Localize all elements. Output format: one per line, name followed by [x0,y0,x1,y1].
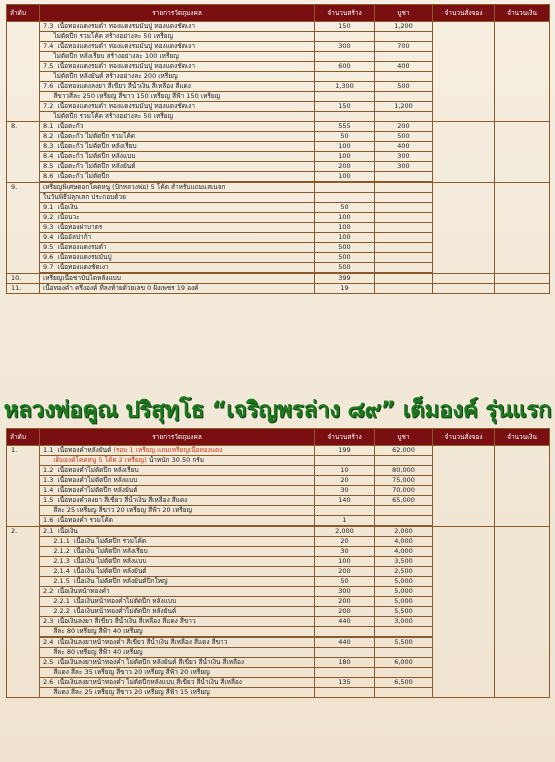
qty-cell [315,506,375,516]
table-row [7,284,550,294]
item-description [40,486,315,496]
qty-cell: 2,000 [315,527,375,537]
price-cell: 5,500 [375,607,433,617]
price-cell: 500 [375,132,433,142]
table-row [7,122,550,132]
qty-cell [315,72,375,82]
qty-cell: 30 [315,547,375,557]
qty-cell: 140 [315,496,375,506]
header-col-qty: จำนวนสร้าง [315,5,375,22]
item-description [40,466,315,476]
price-cell: 70,000 [375,486,433,496]
row-number: 1. [7,446,40,527]
booking-cell[interactable] [433,446,495,527]
item-text: 9.4 เนื้ออัลปาก้า [43,233,92,241]
header-col-price: บูชา [375,5,433,22]
item-text: 8.4 เนื้อตะกั่ว ไม่ตัดปีก หลังแบบ [43,152,136,160]
item-text: 2.2.2 เนื้อเงินหน้าทองคำไม่ตัดปีก หลังยันต์ [43,607,177,615]
price-cell [375,32,433,42]
item-text: 2.4 เนื้อเงินลงยาหน้าทองคำ สีเขียว สีน้ำเงิน สีเหลือง สีแดง สีขาว [43,638,228,646]
price-cell: 400 [375,62,433,72]
price-cell: 80,000 [375,466,433,476]
item-text: 2.1.3 เนื้อเงิน ไม่ตัดปีก หลังแบบ [43,557,147,565]
item-description [40,648,315,658]
header-col-money: จำนวนเงิน [495,429,550,446]
order-table-top [6,4,550,294]
item-text: 8.1 เนื้อตะกั่ว [43,122,84,130]
qty-cell: 555 [315,122,375,132]
item-note: (รอบ 1 เหรียญ แถมเหรียญเนื้อทองแดง [111,446,223,454]
qty-cell: 50 [315,203,375,213]
item-description [40,617,315,627]
item-text: 2.3 เนื้อเงินลงยา สีเขียว สีน้ำเงิน สีเหลือง สีแดง สีขาว [43,617,196,625]
item-description [40,132,315,142]
item-description [40,183,315,193]
price-cell [375,203,433,213]
booking-cell[interactable] [433,527,495,698]
qty-cell: 100 [315,142,375,152]
item-text: ไม่ตัดปีก หลังเรียบ สร้างอย่างละ 100 เหรียญ [43,52,179,60]
item-text: สีละ 80 เหรียญ สีฟ้า 40 เหรียญ [43,627,143,635]
header-col-no: ลำดับ [7,5,40,22]
price-cell [375,72,433,82]
booking-cell[interactable] [433,122,495,183]
qty-cell: 30 [315,486,375,496]
qty-cell: 600 [315,62,375,72]
table-header-row [7,5,550,22]
item-description [40,638,315,648]
table-row [7,527,550,537]
item-description [40,577,315,587]
qty-cell: 19 [315,284,375,294]
price-cell [375,284,433,294]
qty-cell [315,183,375,193]
price-cell [375,233,433,243]
price-cell: 6,500 [375,678,433,688]
row-number: 10. [7,274,40,284]
price-cell: 300 [375,162,433,172]
price-cell [375,172,433,182]
amount-cell[interactable] [495,446,550,527]
item-description [40,92,315,102]
qty-cell [315,52,375,62]
item-description [40,32,315,42]
item-text: 7.4 เนื้อทองแดงรมดำ ทองแดงรมมันปู ทองแดงชัดเงา [43,42,195,50]
item-note: เต็มองค์โคดหนู 5 โค้ด 2 เหรียญ) [43,456,147,464]
price-cell [375,253,433,263]
row-number: 8. [7,122,40,183]
header-col-item: รายการวัตถุมงคล [40,429,315,446]
item-description [40,496,315,506]
item-description [40,82,315,92]
item-description [40,112,315,122]
item-text: 2.2 เนื้อเงินหน้าทองคำ [43,587,110,595]
qty-cell: 500 [315,263,375,273]
item-description [40,527,315,537]
item-description [40,193,315,203]
header-col-book: จำนวนสั่งจอง [433,5,495,22]
item-description [40,223,315,233]
qty-cell [315,648,375,658]
item-text: 2.6 เนื้อเงินลงยาหน้าทองคำ ไม่ตัดปีกหลังแบบ สีเขียว สีน้ำเงิน สีเหลือง [43,678,242,686]
qty-cell: 10 [315,466,375,476]
price-cell [375,456,433,466]
price-cell: 4,000 [375,547,433,557]
price-cell [375,627,433,637]
price-cell: 300 [375,152,433,162]
qty-cell: 20 [315,537,375,547]
price-cell: 5,000 [375,577,433,587]
qty-cell: 300 [315,587,375,597]
item-text: สีขาวสีละ 250 เหรียญ สีขาว 150 เหรียญ สีฟ้า 150 เหรียญ [43,92,221,100]
qty-cell [315,112,375,122]
qty-cell [315,627,375,637]
item-description [40,243,315,253]
item-description [40,607,315,617]
booking-cell[interactable] [433,22,495,122]
qty-cell: 20 [315,476,375,486]
item-text: 7.2 เนื้อทองแดงรมดำ ทองแดงรมมันปู ทองแดงชัดเงา [43,102,195,110]
item-description [40,547,315,557]
qty-cell: 300 [315,42,375,52]
item-text: 1.1 เนื้อทองคำหลังยันต์ [43,446,112,454]
item-text: 2.1 เนื้อเงิน [43,527,78,535]
item-text: 9.2 เนื้อนวะ [43,213,80,221]
qty-cell: 150 [315,22,375,32]
qty-cell: 135 [315,678,375,688]
item-description [40,688,315,698]
item-description [40,668,315,678]
qty-cell: 100 [315,557,375,567]
price-cell [375,243,433,253]
header-col-money: จำนวนเงิน [495,5,550,22]
item-description [40,172,315,182]
header-col-price: บูชา [375,429,433,446]
item-description [40,446,315,456]
price-cell: 4,000 [375,537,433,547]
item-text: 2.1.2 เนื้อเงิน ไม่ตัดปีก หลังเรียบ [43,547,148,555]
price-cell: 65,000 [375,496,433,506]
price-cell: 1,200 [375,102,433,112]
header-col-no: ลำดับ [7,429,40,446]
row-number: 2. [7,527,40,698]
price-cell [375,112,433,122]
item-text: 1.2 เนื้อทองคำไม่ตัดปีก หลังเรียบ [43,466,139,474]
item-text: 2.2.1 เนื้อเงินหน้าทองคำไม่ตัดปีก หลังแบบ [43,597,177,605]
price-cell [375,274,433,284]
table-row [7,183,550,193]
booking-cell[interactable] [433,183,495,274]
qty-cell: 100 [315,152,375,162]
item-text: 1.6 เนื้อทองคำ รวมโค้ด [43,516,113,524]
qty-cell: 50 [315,577,375,587]
qty-cell: 100 [315,223,375,233]
item-description: เนื้อทองคำ ครึ่งองค์ ที่ลงท้ายด้วยเลข 0 ฝังเพชร 19 องค์ [40,284,315,294]
item-text: สีแดง สีละ 25 เหรียญ สีขาว 20 เหรียญ สีฟ้า 15 เหรียญ [43,688,210,696]
item-description [40,506,315,516]
item-description [40,233,315,243]
amount-cell[interactable] [495,274,550,284]
price-cell [375,183,433,193]
item-description [40,516,315,526]
item-description [40,162,315,172]
amount-cell[interactable] [495,284,550,294]
qty-cell: 500 [315,253,375,263]
item-description [40,203,315,213]
item-description [40,102,315,112]
price-cell [375,263,433,273]
qty-cell: 200 [315,567,375,577]
order-table-bottom [6,428,550,698]
item-description [40,22,315,32]
qty-cell [315,32,375,42]
item-description [40,678,315,688]
qty-cell: 50 [315,132,375,142]
item-text: เหรียญพิเศษดอกโคดหนู (ปักหลวงพ่อ) 5 โค้ด สำหรับแถมแสเนจก [43,183,226,191]
qty-cell: 150 [315,102,375,112]
item-description [40,658,315,668]
qty-cell: 440 [315,617,375,627]
price-cell: 62,000 [375,446,433,456]
item-text: สีแดง สีละ 35 เหรียญ สีขาว 20 เหรียญ สีฟ้า 20 เหรียญ [43,668,210,676]
item-text: 7.6 เนื้อทองแดงลงยา สีเขียว สีน้ำเงิน สีเหลือง สีแดง [43,82,191,90]
item-description [40,42,315,52]
price-cell [375,668,433,678]
header-col-item: รายการวัตถุมงคล [40,5,315,22]
table-header-row [7,429,550,446]
item-description [40,122,315,132]
banner-title: หลวงพ่อคูณ ปริสุทฺโธ “เจริญพรล่าง ๘๙” เต็มองค์ รุ่นแรก [3,397,552,423]
qty-cell: 399 [315,274,375,284]
qty-cell: 200 [315,607,375,617]
price-cell [375,648,433,658]
item-description [40,597,315,607]
item-text: 8.3 เนื้อตะกั่ว ไม่ตัดปีก หลังเรียบ [43,142,137,150]
item-text: 1.4 เนื้อทองคำไม่ตัดปีก หลังยันต์ [43,486,138,494]
item-description [40,253,315,263]
row-number [7,22,40,122]
amount-cell[interactable] [495,122,550,183]
qty-cell [315,668,375,678]
qty-cell: 100 [315,213,375,223]
price-cell: 5,500 [375,638,433,648]
item-weight: น้ำหนัก 30.50 กรัม [146,456,205,464]
qty-cell: 200 [315,597,375,607]
header-col-qty: จำนวนสร้าง [315,429,375,446]
item-text: สีละ 80 เหรียญ สีฟ้า 40 เหรียญ [43,648,143,656]
title-banner [0,385,555,433]
price-cell: 3,000 [375,617,433,627]
qty-cell [315,456,375,466]
item-text: ไม่ตัดปีก หลังยันต์ สร้างอย่างละ 200 เหรียญ [43,72,178,80]
qty-cell: 1 [315,516,375,526]
item-description [40,557,315,567]
price-cell [375,52,433,62]
item-text: 2.1.5 เนื้อเงิน ไม่ตัดปีก หลังยันต์ปีกใหญ่ [43,577,168,585]
item-text: 2.5 เนื้อเงินลงยาหน้าทองคำ ไม่ตัดปีก หลังยันต์ สีเขียว สีน้ำเงิน สีเหลือง [43,658,245,666]
table-row [7,274,550,284]
item-text: 1.5 เนื้อทองคำลงยา สีเขียว สีน้ำเงิน สีเหลือง สีแดง [43,496,188,504]
price-cell [375,213,433,223]
qty-cell: 500 [315,243,375,253]
price-cell: 5,000 [375,587,433,597]
item-description: เหรียญเนื้อชาบันไดหลังแบบ [40,274,315,284]
price-cell [375,92,433,102]
table-row [7,22,550,32]
item-description [40,62,315,72]
qty-cell: 1,300 [315,82,375,92]
row-number: 11. [7,284,40,294]
price-cell: 700 [375,42,433,52]
row-number: 9. [7,183,40,274]
qty-cell: 180 [315,658,375,668]
price-cell [375,506,433,516]
qty-cell [315,688,375,698]
price-cell: 2,500 [375,567,433,577]
item-description [40,152,315,162]
qty-cell: 100 [315,172,375,182]
item-text: ไม่ตัดปีก รวมโค้ด สร้างอย่างละ 50 เหรียญ [43,112,174,120]
booking-cell[interactable] [433,284,495,294]
qty-cell: 100 [315,233,375,243]
item-text: 1.3 เนื้อทองคำไม่ตัดปีก หลังแบบ [43,476,138,484]
item-text: 2.1.1 เนื้อเงิน ไม่ตัดปีก รวมโค้ด [43,537,147,545]
item-description [40,627,315,637]
amount-cell[interactable] [495,22,550,122]
item-description [40,263,315,273]
item-text: 9.5 เนื้อทองแดงรมดำ [43,243,107,251]
booking-cell[interactable] [433,274,495,284]
item-text: 8.6 เนื้อตะกั่ว ไม่ตัดปีก [43,172,110,180]
header-col-book: จำนวนสั่งจอง [433,429,495,446]
item-text: 7.5 เนื้อทองแดงรมดำ ทองแดงรมมันปู ทองแดงชัดเงา [43,62,195,70]
price-cell [375,193,433,203]
qty-cell: 440 [315,638,375,648]
item-description [40,587,315,597]
price-cell: 200 [375,122,433,132]
qty-cell: 199 [315,446,375,456]
amount-cell[interactable] [495,527,550,698]
table-row [7,446,550,456]
item-text: 9.3 เนื้อทองฝาบาตร [43,223,103,231]
item-description [40,52,315,62]
amount-cell[interactable] [495,183,550,274]
item-text: 9.7 เนื้อทองแดงชัดเงา [43,263,109,271]
item-text: 9.6 เนื้อทองแดงรมมันปู [43,253,112,261]
price-cell: 75,000 [375,476,433,486]
item-text: 8.5 เนื้อตะกั่ว ไม่ตัดปีก หลังยันต์ [43,162,136,170]
item-text: 9.1 เนื้อเงิน [43,203,78,211]
item-text: ไม่ตัดปีก รวมโค้ด สร้างอย่างละ 50 เหรียญ [43,32,174,40]
item-description [40,213,315,223]
price-cell [375,688,433,698]
item-text: 7.3 เนื้อทองแดงรมดำ ทองแดงรมมันปู ทองแดงชัดเงา [43,22,195,30]
price-cell: 1,200 [375,22,433,32]
price-cell: 5,000 [375,597,433,607]
item-description [40,476,315,486]
qty-cell: 200 [315,162,375,172]
price-cell: 400 [375,142,433,152]
qty-cell [315,193,375,203]
item-description [40,537,315,547]
price-cell: 3,500 [375,557,433,567]
qty-cell [315,92,375,102]
item-text: 2.1.4 เนื้อเงิน ไม่ตัดปีก หลังยันต์ [43,567,147,575]
price-cell: 2,000 [375,527,433,537]
item-text: 8.2 เนื้อตะกั่ว ไม่ตัดปีก รวมโค้ด [43,132,136,140]
item-text: ในวันพิธีปลุกเสก ประกอบด้วย [43,193,126,201]
price-cell: 500 [375,82,433,92]
item-description [40,567,315,577]
item-description [40,72,315,82]
price-cell: 6,000 [375,658,433,668]
item-text: สีละ 25 เหรียญ สีขาว 20 เหรียญ สีฟ้า 20 เหรียญ [43,506,193,514]
item-description [40,142,315,152]
item-description [40,456,315,466]
price-cell [375,516,433,526]
price-cell [375,223,433,233]
